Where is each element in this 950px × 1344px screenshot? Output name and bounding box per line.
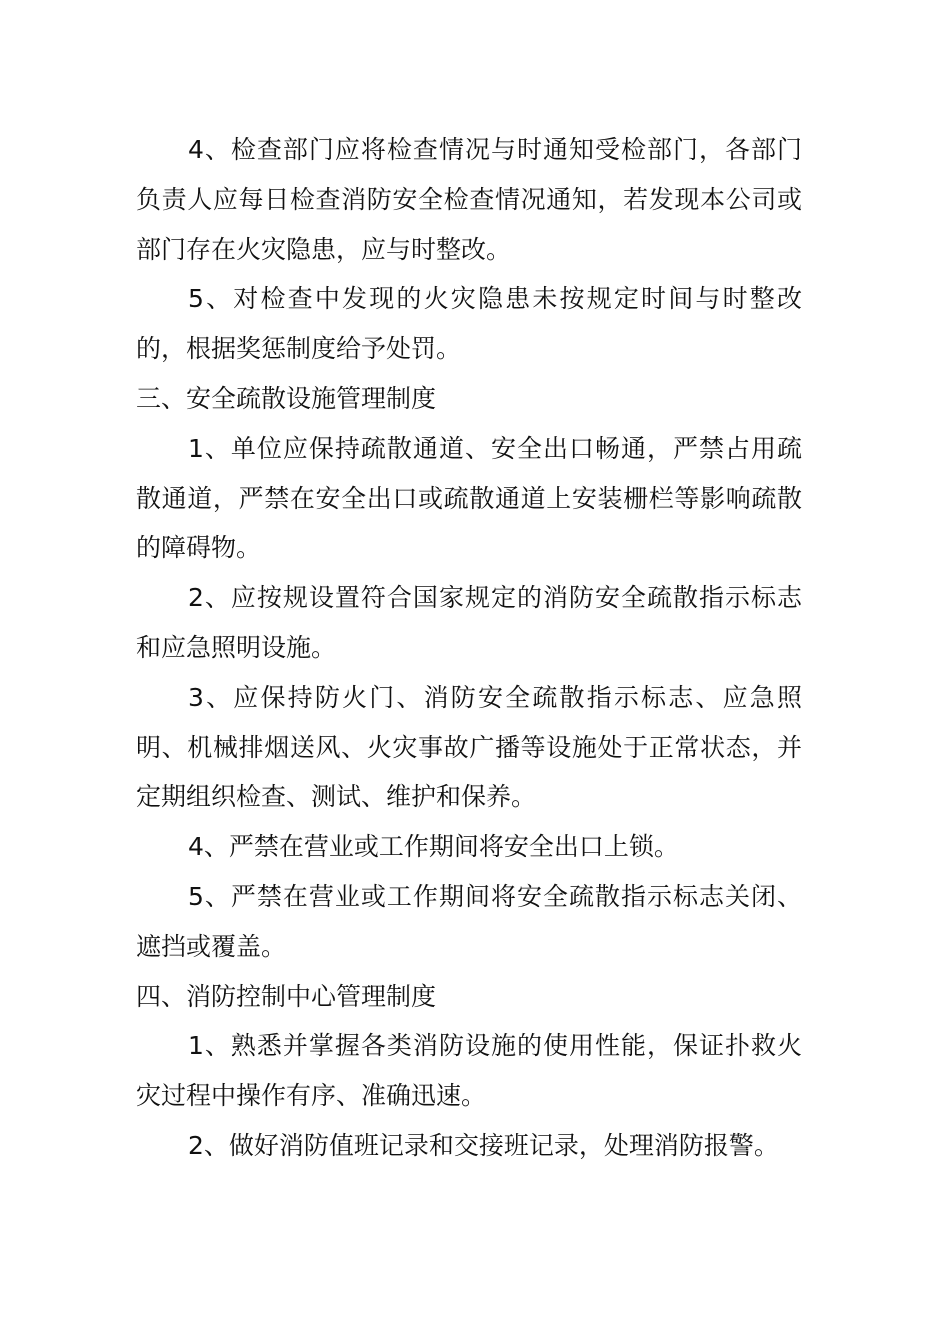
paragraph-evacuation-5: 5、严禁在营业或工作期间将安全疏散指示标志关闭、遮挡或覆盖。 [136,881,802,961]
paragraph-item-4-inspection-notice: 4、检查部门应将检查情况与时通知受检部门，各部门负责人应每日检查消防安全检查情况通知，若发现本公司或部门存在火灾隐患，应与时整改。 [136,135,802,264]
paragraph-evacuation-2: 2、应按规设置符合国家规定的消防安全疏散指示标志和应急照明设施。 [136,583,802,662]
paragraph-control-center-1: 1、熟悉并掌握各类消防设施的使用性能，保证扑救火灾过程中操作有序、准确迅速。 [136,1031,802,1111]
paragraph-evacuation-4: 4、严禁在营业或工作期间将安全出口上锁。 [188,832,679,862]
paragraph-evacuation-1: 1、单位应保持疏散通道、安全出口畅通，严禁占用疏散通道，严禁在安全出口或疏散通道上安装栅栏等影响疏散的障碍物。 [136,433,802,563]
paragraph-item-5-penalty: 5、对检查中发现的火灾隐患未按规定时间与时整改的，根据奖惩制度给予处罚。 [136,284,802,364]
paragraph-evacuation-3: 3、应保持防火门、消防安全疏散指示标志、应急照明、机械排烟送风、火灾事故广播等设施处于正常状态，并定期组织检查、测试、维护和保养。 [136,682,802,812]
section-heading-control-center: 四、消防控制中心管理制度 [136,981,437,1011]
paragraph-control-center-2: 2、做好消防值班记录和交接班记录，处理消防报警。 [188,1130,779,1160]
document-body [136,125,802,1171]
section-heading-evacuation: 三、安全疏散设施管理制度 [136,383,437,413]
